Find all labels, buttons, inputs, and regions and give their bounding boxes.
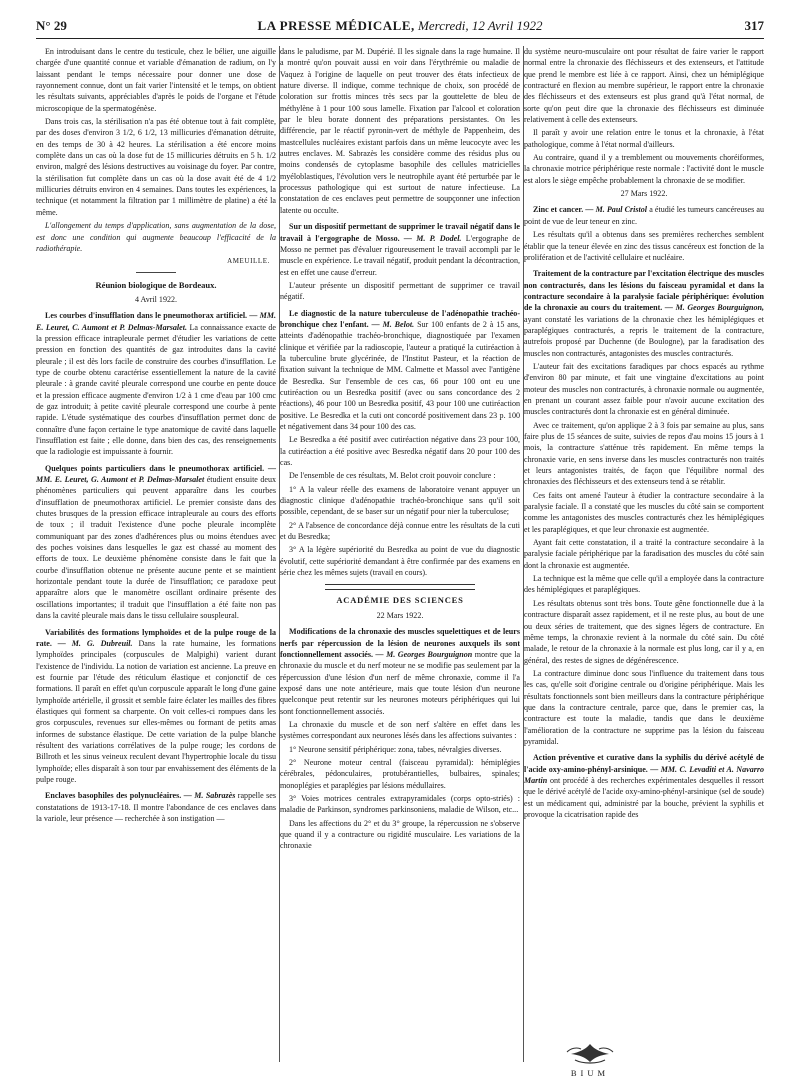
article-title: Quelques points particuliers dans le pneumothorax artificiel. [45, 463, 265, 473]
article-title: Sur un dispositif permettant de supprimer le travail négatif dans le travail à l'ergographe de Mosso. [280, 222, 520, 243]
article [36, 790, 276, 824]
paragraph: Ces faits ont amené l'auteur à étudier la contracture secondaire à la paralysie faciale. Il a constaté que les muscles du côté sain se comportent comme les antagonistes des muscles contracturés chez les hémiplégiques et les paraplégiques, et que leur chronaxie est augmentée. [524, 490, 764, 534]
article [36, 627, 276, 786]
article-body: étudient ensuite deux phénomènes particuliers qui peuvent apparaître dans les courbes d'insufflation de pneumothorax artificiel. Le premier consiste dans des chutes brusques de la pression efficace intrapleurale au cours des efforts de toux ; il traduit l'existence d'une poche pleurale incomplète communiquant par des zones d'adhérences plus ou moins étendues avec des poches voisines dans lesquelles le gaz est chassé au moment des efforts de toux. Le deuxième phénomène consiste dans le fait que la courbe d'insufflation obtenue ne présente aucune pente et se maintient horizontale pendant toute la durée de l'insufflation; ce paradoxe peut apparaître alors que le manomètre oscillant ordinaire présente des oscillations importantes; il traduit que l'insufflation a été faite non pas dans la cavité pleurale mais dans le tissu cellulaire souspleural. [36, 475, 276, 621]
paragraph: Les résultats qu'il a obtenus dans ses premières recherches semblent établir que la teneur élevée en zinc des tissus cancéreux est fonction de la prolifération et de l'activité cellulaire et nucléaire. [524, 230, 764, 262]
article-body: ont procédé à des recherches expérimentales desquelles il ressort que le dérivé acétylé de l'acide oxy-amino-phényl-arsinique (sel de soude) est un médicament qui, administré par la bouche, prévient la syphilis et provoque la cicatrisation rapide des [524, 775, 764, 819]
paragraph: L'auteur présente un dispositif permettant de supprimer ce travail négatif. [280, 280, 520, 302]
paragraph: Dans les affections du 2° et du 3° groupe, la répercussion ne s'observe que quand il y a contracture ou rigidité musculaire. Les variations de la chronaxie [280, 818, 520, 851]
section-title: Réunion biologique de Bordeaux. [95, 279, 217, 290]
article-body: montre que la chronaxie du muscle et du nerf moteur ne se modifie pas seulement par la répercussion d'une lésion d'un nerf de même chronaxie, comme il l'a exposé dans une note antérieure, mais que toute lésion d'un neurone quelconque peut retentir sur les neurones moteurs périphériques qui lui sont fonctionnellement associés. [280, 649, 521, 716]
article-body: ayant constaté les variations de la chronaxie chez les hémiplégiques et paraplégiques contracturés, a repris le traitement de la contracture, autrefois proposé par Duchenne (de Boulogne), par la faradisation des muscles non contracturés, antagonistes des muscles contracturés. [524, 314, 764, 358]
paragraph: Avec ce traitement, qu'on applique 2 à 3 fois par semaine au plus, sans faire plus de 15 séances de suite, suivies de repos d'au moins 15 jours à 1 mois, la contracture s'atténue très rapidement. En même temps la chronaxie varie, en sens inverse dans les muscles contracturés non traités et leurs antagonistes traités, de façon que l'équilibre normal des chronaxies des fléchisseurs et des extenseurs tend à se rétablir. [524, 420, 764, 487]
article-title: Le diagnostic de la nature tuberculeuse de l'adénopathie trachéo-bronchique chez l'enfant. [280, 308, 520, 329]
article-title: Enclaves basophiles des polynucléaires. [45, 791, 182, 801]
article [280, 308, 520, 433]
list-item: 1° Neurone sensitif périphérique: zona, tabes, névralgies diverses. [289, 744, 502, 754]
section-title: ACADÉMIE DES SCIENCES [336, 595, 464, 606]
article-title: Traitement de la contracture par l'excitation électrique des muscles non contracturés, dans les lésions du faisceau pyramidal et dans la contracture secondaire à la paralysie faciale périphérique: évolution de la chronaxie au cours du traitement. [524, 269, 764, 313]
article [524, 752, 764, 820]
issue-number: N° 29 [36, 18, 67, 33]
article [36, 463, 276, 622]
article-body: La connaissance exacte de la pression efficace intrapleurale permet d'étudier les variations de cette pression en fonction des quantités de gaz introduites dans la cavité pleurale ; il est dès lors facile de construire des courbes d'insufflation. Le type de courbe obtenu caractérise essentiellement la nature de la cavité pleurale : à grande cavité pleurale correspond une courbe en pente douce et la pression efficace augmente d'environ 1/2 à 1 cme d'eau par 100 cmc de gaz introduit; à petite cavité pleurale correspond une courbe à pente rapide. L'étude systématique des courbes d'insufflation permet donc de connaître d'une façon certaine le type anatomique de cavité dans laquelle l'insufflation est faite ; elle donne, dans bien des cas, des renseignements que la radiologie est impuissante à fournir. [36, 322, 276, 457]
paragraph: La chronaxie du muscle et de son nerf s'altère en effet dans les systèmes correspondant aux neurones lésés dans les affections suivantes : [280, 719, 520, 741]
article-authors: — MM. E. Leuret, G. Aumont et P. Delmas-Marsalet [36, 463, 276, 485]
article-body: a étudié les tumeurs cancéreuses au point de vue de leur teneur en zinc. [524, 205, 765, 226]
section-date: 22 Mars 1922. [376, 610, 424, 620]
section-date: 27 Mars 1922. [620, 189, 668, 199]
article-authors: — MM. C. Levaditi et A. Navarro Martin [524, 764, 765, 785]
page-number: 317 [744, 18, 764, 33]
double-rule [325, 584, 475, 590]
article-title: Action préventive et curative dans la syphilis du dérivé acétylé de l'acide oxy-amino-phényl-arsinique. [524, 753, 764, 774]
paragraph: Ayant fait cette constatation, il a traité la contracture secondaire à la paralysie faciale périphérique par la faradisation des muscles du côté sain dont la chronaxie est augmentée. [524, 538, 764, 570]
article-authors: — M. Belot. [371, 319, 415, 329]
paragraph: Les résultats obtenus sont très bons. Toute gêne fonctionnelle due à la contracture disparaît assez rapidement, et il ne reste plus, au bout de une ou deux séries de traitement, que des signes légers de contracture. En même temps, la chronaxie revient à la normale du côté sain. Du côté malade, le retour de la chronaxie à la normale est plus long, car il y a, en général, des restes de signes de dégénérescence. [524, 598, 764, 665]
paragraph: Le Besredka a été positif avec cutiréaction négative dans 23 pour 100, la cutiréaction a été positive avec Besredka négatif dans 20 pour 100 des cas. [280, 435, 520, 468]
paragraph: dans le paludisme, par M. Dupérié. Il les signale dans la rage humaine. Il a montré qu'on pouvait aussi en voir dans l'érythrémie ou maladie de Vaquez à l'origine de laquelle on peut trouver des états infectieux de nature diverse. Il indique, comme technique de choix, son procédé de coloration sur frottis minces très secs par la gouttelette de bleu de méthylène à 1 pour 100 sous lamelle. Fixation par l'alcool et coloration par le bleu borate donnent des préparations persistantes. On les différencie, par le réactif pyronin-vert de méthyle de Pappenheim, des mastcellules nucléaires existant parfois dans un même leucocyte avec les autres enclaves. M. Sabrazès les considère comme des résidus plus ou moins condensés de cytoplasme basophile des cellules matricielles myéloblastiques, l'évolution vers le neutrophile ayant été perturbée par le processus pathologique qui est surtout de nature infectieuse. La constatation de ces enclaves peut permettre de soupçonner une infection latente ou occulte. [280, 47, 520, 215]
article-authors: — MM. E. Leuret, C. Aumont et P. Delmas-Marsalet. [36, 311, 276, 332]
article-title: Les courbes d'insufflation dans le pneumothorax artificiel. [45, 311, 248, 321]
paragraph: du système neuro-musculaire ont pour résultat de faire varier le rapport normal entre la chronaxie des fléchisseurs et des extenseurs, et l'attitude que prend le membre est liée à ce rapport. Ainsi, chez un hémiplégique contracturé en flexion au membre supérieur, le rapport entre la chronaxie des fléchisseurs et des extenseurs est plus grand qu'à l'état normal, de sorte qu'on peut dire que la chronaxie des fléchisseurs est diminuée relativement à celle des extenseurs. [524, 47, 764, 125]
bium-logo-label: BIUM [570, 1068, 610, 1078]
bium-emblem-icon [555, 1040, 625, 1068]
separator [136, 272, 176, 273]
article-authors: — M. Sabrazès [183, 791, 236, 801]
paragraph: L'allongement du temps d'application, sans augmentation de la dose, est donc une condition qui augmente beaucoup l'efficacité de la radiothérapie. [36, 221, 276, 253]
article-authors: — M. P. Dodel. [403, 233, 462, 243]
list-item: 1° A la valeur réelle des examens de laboratoire venant appuyer un diagnostic clinique d'adénopathie trachéo-bronchique sans qu'il soit possible, cependant, de se baser sur un négatif pour nier la tuberculose; [280, 484, 520, 517]
article [524, 268, 764, 359]
article-title: Modifications de la chronaxie des muscles squelettiques et de leurs nerfs par répercussion de la lésion de neurones auxquels ils sont fonctionnellement associés. [280, 627, 520, 659]
journal-title: LA PRESSE MÉDICALE, [257, 18, 415, 33]
article-authors: — M. Paul Cristol [585, 205, 648, 215]
article-body: L'ergographe de Mosso ne permet pas d'évaluer rigoureusement le travail accompli par le muscle en expérience. Le travail négatif, produit pendant la décontraction, est en effet une cause d'erreur. [280, 233, 520, 277]
paragraph: Au contraire, quand il y a tremblement ou mouvements choréiformes, la chronaxie motrice périphérique reste normale : l'activité dont le muscle est alors le siège empêche probablement la chronaxie de se modifier. [524, 153, 764, 185]
paragraph: De l'ensemble de ces résultats, M. Belot croit pouvoir conclure : [289, 471, 496, 481]
article-title: Variabilités des formations lymphoïdes et de la pulpe rouge de la rate. [36, 627, 276, 648]
paragraph: La contracture diminue donc sous l'influence du traitement dans tous les cas, qu'elle soit d'origine centrale ou d'origine périphérique. Mais les résultats fonctionnels sont bien meilleurs dans la contracture périphérique que dans la contracture centrale, parce que, dans le premier cas, la contracture est toute la maladie, tandis que dans le deuxième l'amélioration de la contracture ne supprime pas la lésion du faisceau pyramidal. [524, 668, 764, 746]
running-header [36, 16, 764, 39]
journal-header [36, 18, 764, 34]
article-body: rappelle ses constatations de 1913-17-18. Il montre l'abondance de ces enclaves dans la variole, leur présence — recherchée à son instigation — [36, 791, 277, 823]
paragraph: La technique est la même que celle qu'il a employée dans la contracture des hémiplégiques et paraplégiques. [524, 574, 764, 595]
section-date: 4 Avril 1922. [134, 294, 178, 304]
article-body: Dans la rate humaine, les formations lymphoïdes principales (corpuscules de Malpighi) varient durant l'existence de l'individu. La notion de variation est ancienne. La preuve en est fournie par l'étude des réticulum élastique et conjonctif de ces formations. Il paraît en effet qu'un corpuscule apparaît le long d'une gaine lymphoïde artérielle, il grossit et semble faire éclater les mailles des fibres élastiques qui forment sa charpente. On voit celles-ci rompues dans les gros corpuscules, revenues sur elles-mêmes ou formant de petits amas informes de substance élastique. De cette variation de la pulpe blanche résultent des variations corrélatives de la pulpe rouge; les cordons de Billroth et les sinus veineux reculent devant l'hypertrophie locale du tissu lymphoïde; elles disparaît à son tour par envahissement des éléments de la pulpe rouge. [36, 638, 277, 784]
column-1 [36, 46, 276, 826]
list-item: 2° A l'absence de concordance déjà connue entre les résultats de la cuti et du Besredka; [280, 520, 520, 542]
article-title: Zinc et cancer. [533, 205, 584, 215]
article-authors: — M. Georges Bourguignon, [664, 303, 764, 313]
list-item: 3° Voies motrices centrales extrapyramidales (corps opto-striés) : maladie de Parkinson, syndromes parkinsoniens, maladie de Wilson, etc... [280, 793, 520, 815]
paragraph: En introduisant dans le centre du testicule, chez le bélier, une aiguille chargée d'une quantité connue et variable d'émanation de radium, on l'y laissant pendant le temps nécessaire pour donner une dose de rayonnement connue, dont un fait varier l'intensité et le temps, on obtient les résultats suivants, appréciables d'après le poids de l'organe et l'étude microscopique de la spermatogénèse. [36, 47, 276, 113]
article-authors: — M. G. Dubreuil. [57, 638, 133, 648]
column-3 [524, 46, 764, 822]
article [280, 221, 520, 278]
paragraph: Il paraît y avoir une relation entre le tonus et la chronaxie, à l'état pathologique, comme à l'état normal d'ailleurs. [524, 128, 764, 149]
article-authors: — M. Georges Bourguignon [375, 649, 473, 659]
issue-date: Mercredi, 12 Avril 1922 [418, 18, 543, 33]
paragraph: Dans trois cas, la stérilisation n'a pas été obtenue tout à fait complète, par des doses d'environ 3 1/2, 6 1/2, 13 millicuries d'émanation détruite, en des temps de 30 à 42 heures. La stérilisation a été encore moins complète dans un cas où la dose fut de 15 millicuries détruits en 5 h. 1/2 environ, malgré des lésions destructives au voisinage du foyer. Par contre, la stérilisation fut complète dans un cas où la dose avait été de 4 1/2 millicuries détruits environ en 4 semaines. Dans toutes les expériences, la technique (et notamment la filtration par 1 millimètre de platine) a été la même. [36, 117, 276, 217]
paragraph: L'auteur fait des excitations faradiques par chocs espacés au rythme d'environ 80 par minute, et fait une vingtaine d'excitations au point moteur des muscles non contracturés, à chronaxie normale ou augmentée, en prenant un courant assez faible pour n'avoir aucune excitation des muscles contracturés dont la chronaxie est en général diminuée. [524, 361, 764, 417]
article [36, 310, 276, 457]
article [280, 626, 520, 717]
article-body: Sur 100 enfants de 2 à 15 ans, atteints d'adénopathie trachéo-bronchique, diagnostiquée par l'examen clinique et vérifiée par la radioscopie, l'auteur a pratiqué la cutiréaction à la tuberculine brute glycérinée, de l'Institut Pasteur, et la réaction de fixation suivant la technique de MM. Calmette et Massol avec l'antigène de Besredka. Sur l'ensemble de ces cas, 66 pour 100 ont eu une cutiréaction ou un Besredka positif (avec ou sans concordance des 2 réactions), 46 pour 100 un Besredka positif, 43 pour 100 une cutiréaction positive. Le Besredka et la cuti ont concordé positivement dans 23 p. 100 et négativement dans 34 pour 100 des cas. [280, 319, 521, 431]
article [524, 204, 764, 227]
list-item: 2° Neurone moteur central (faisceau pyramidal): hémiplégies cérébrales, pédonculaires, protubérantielles, bulbaires, spinales; monoplégies et paraplégies par lésions médullaires. [280, 757, 520, 790]
list-item: 3° A la légère supériorité du Besredka au point de vue du diagnostic évolutif, cette supériorité demandant à être confirmée par des examens en série chez les mêmes sujets (travail en cours). [280, 545, 520, 578]
bium-logo [555, 1040, 625, 1080]
column-2 [280, 46, 520, 854]
author-signature: AMEUILLE. [227, 257, 270, 266]
